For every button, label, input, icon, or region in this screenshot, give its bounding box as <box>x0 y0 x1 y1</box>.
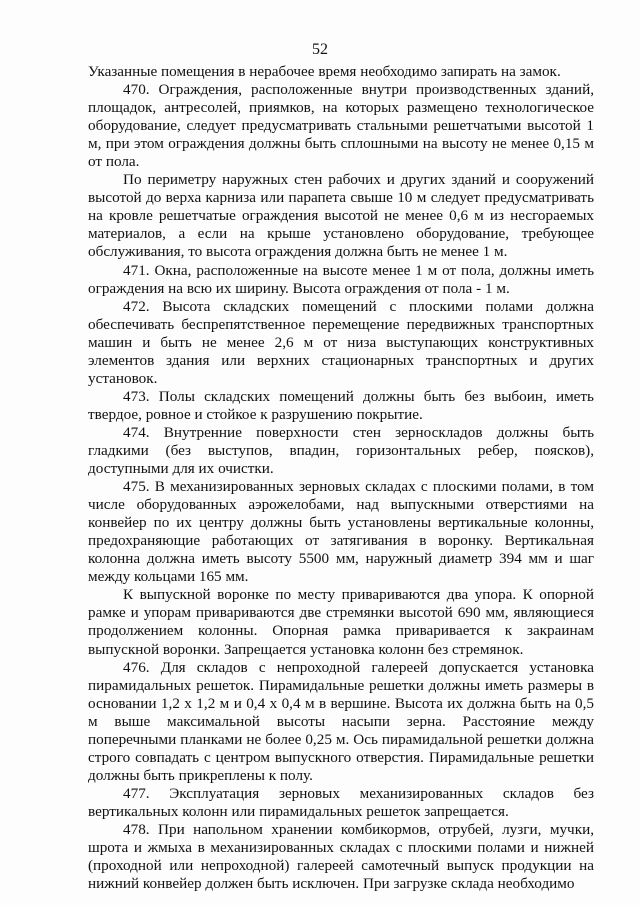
paragraph-476: 476. Для складов с непроходной галереей допускается установка пирамидальных решеток. Пирамидальные решетки должны иметь размеры в основании 1,2 х 1,2 м и 0,4 х 0,4 м в вершине. Высота их должна быть на 0,5 м выше максимальной высоты насыпи зерна. Расстояние между поперечными планками не более 0,25 м. Ось пирамидальной решетки должна строго совпадать с центром выпускного отверстия. Пирамидальные решетки должны быть прикреплены к полу. <box>88 658 594 784</box>
paragraph-473: 473. Полы складских помещений должны быть без выбоин, иметь твердое, ровное и стойкое к разрушению покрытие. <box>88 387 594 423</box>
paragraph-470: 470. Ограждения, расположенные внутри производственных зданий, площадок, антресолей, приямков, на которых размещено технологическое оборудование, следует предусматривать стальными решетчатыми высотой 1 м, при этом ограждения должны быть сплошными на высоту не менее 0,15 м от пола. <box>88 81 594 171</box>
paragraph-472: 472. Высота складских помещений с плоскими полами должна обеспечивать беспрепятственное перемещение передвижных транспортных машин и быть не менее 2,6 м от низа выступающих конструктивных элементов здания или верхних стационарных транспортных и других установок. <box>88 297 594 387</box>
paragraph-471: 471. Окна, расположенные на высоте менее 1 м от пола, должны иметь ограждения на всю их ширину. Высота ограждения от пола - 1 м. <box>88 261 594 297</box>
paragraph-475-funnel: К выпускной воронке по месту привариваются два упора. К опорной рамке и упорам привариваются две стремянки высотой 690 мм, являющиеся продолжением колонны. Опорная рамка приваривается к закраинам выпускной воронки. Запрещается установка колонн без стремянок. <box>88 586 594 658</box>
paragraph-478: 478. При напольном хранении комбикормов, отрубей, лузги, мучки, шрота и жмыха в механизированных складах с плоскими полами и нижней (проходной или непроходной) галереей самотечный выпуск продукции на нижний конвейер должен быть исключен. При загрузке склада необходимо <box>88 820 594 893</box>
paragraph-475: 475. В механизированных зерновых складах с плоскими полами, в том числе оборудованных аэрожелобами, над выпускными отверстиями на конвейер по их центру должны быть установлены вертикальные колонны, предохраняющие работающих от затягивания в воронку. Вертикальная колонна должна иметь высоту 5500 мм, наружный диаметр 394 мм и шаг между кольцами 165 мм. <box>88 478 594 586</box>
paragraph-0: Указанные помещения в нерабочее время необходимо запирать на замок. <box>88 63 561 80</box>
page-number: 52 <box>312 41 328 58</box>
paragraph-474: 474. Внутренние поверхности стен зерноскладов должны быть гладкими (без выступов, впадин, горизонтальных ребер, поясков), доступными для их очистки. <box>88 423 594 478</box>
paragraph-470-perimeter: По периметру наружных стен рабочих и других зданий и сооружений высотой до верха карниза или парапета свыше 10 м следует предусматривать на кровле решетчатые ограждения высотой не менее 0,6 м из несгораемых материалов, а если на крыше установлено оборудование, требующее обслуживания, то высота ограждения должна быть не менее 1 м. <box>88 171 594 261</box>
paragraph-477: 477. Эксплуатация зерновых механизированных складов без вертикальных колонн или пирамидальных решеток запрещается. <box>88 784 594 820</box>
document-body <box>88 63 594 893</box>
